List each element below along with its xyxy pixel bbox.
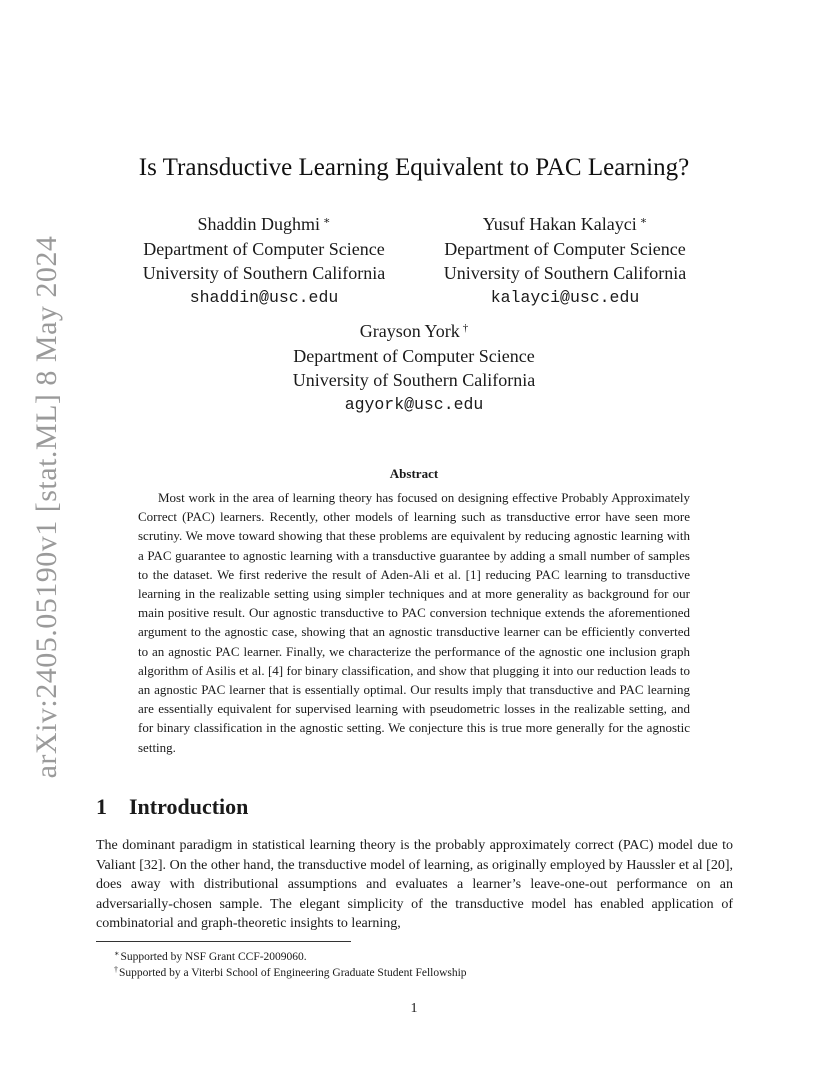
author-name: Yusuf Hakan Kalayci <box>482 214 637 234</box>
author-email: agyork@usc.edu <box>344 394 484 414</box>
author-name: Shaddin Dughmi <box>197 214 321 234</box>
section-heading <box>96 794 248 820</box>
footnote-divider <box>96 941 351 942</box>
section-title: Introduction <box>129 794 249 819</box>
abstract-heading: Abstract <box>389 466 439 481</box>
author-university: University of Southern California <box>443 263 687 283</box>
section-number: 1 <box>96 794 107 819</box>
footnote-mark: † <box>114 965 118 974</box>
author-footnote-mark: ∗ <box>323 215 331 227</box>
author-university: University of Southern California <box>292 370 536 390</box>
author-block <box>118 209 410 310</box>
paper-title: Is Transductive Learning Equivalent to PAC Learning? <box>138 154 690 181</box>
author-name-line <box>420 209 710 237</box>
author-department: Department of Computer Science <box>293 345 535 366</box>
author-footnote-mark: † <box>462 322 469 334</box>
author-department: Department of Computer Science <box>444 238 686 259</box>
author-name-line <box>118 209 410 237</box>
introduction-text: The dominant paradigm in statistical learning theory is the probably approximately correct (PAC) model due to Valiant [32]. On the other hand, the transductive model of learning, as originally employed by Haussler et al [20], does away with distributional assumptions and evaluates a learner’s leave-one-out performance on an adversarially-chosen sample. The elegant simplicity of the transductive model has enabled application of combinatorial and graph-theoretic insights to learning, <box>96 838 733 932</box>
author-name-line <box>264 316 564 344</box>
author-email: shaddin@usc.edu <box>189 287 339 307</box>
footnote-text: Supported by NSF Grant CCF-2009060. <box>120 951 307 963</box>
arxiv-identifier-stamp: arXiv:2405.05190v1 [stat.ML] 8 May 2024 <box>30 235 63 779</box>
page-number: 1 <box>410 1001 418 1016</box>
author-email: kalayci@usc.edu <box>490 287 640 307</box>
footnote-mark: ∗ <box>114 949 120 958</box>
abstract-text: Most work in the area of learning theory has focused on designing effective Probably Approximately Correct (PAC) learners. Recently, other models of learning such as transductive error have seen more scrutiny. We move toward showing that these problems are equivalent by reducing agnostic learning with a PAC guarantee to agnostic learning with a transductive guarantee by adding a small number of samples to the dataset. We first rederive the result of Aden-Ali et al. [1] reducing PAC learning to transductive learning in the realizable setting using simpler techniques and at more generality as background for our main positive result. Our agnostic transductive to PAC conversion technique extends the aforementioned argument to the agnostic case, showing that an agnostic transductive learner can be efficiently converted to an agnostic PAC learner. Finally, we characterize the performance of the agnostic one inclusion graph algorithm of Asilis et al. [4] for binary classification, and show that plugging it into our reduction leads to an agnostic PAC learner that is essentially optimal. Our results imply that transductive and PAC learning are essentially equivalent for supervised learning with pseudometric losses in the realizable setting, and for binary classification in the agnostic setting. We conjecture this is true more generally for the agnostic setting. <box>138 490 690 755</box>
author-department: Department of Computer Science <box>143 238 385 259</box>
author-university: University of Southern California <box>142 263 386 283</box>
footnote <box>114 962 467 981</box>
author-name: Grayson York <box>359 321 460 341</box>
author-block <box>420 209 710 310</box>
author-footnote-mark: ∗ <box>639 215 648 227</box>
footnote-text: Supported by a Viterbi School of Engineering Graduate Student Fellowship <box>119 967 467 979</box>
author-block <box>264 316 564 417</box>
